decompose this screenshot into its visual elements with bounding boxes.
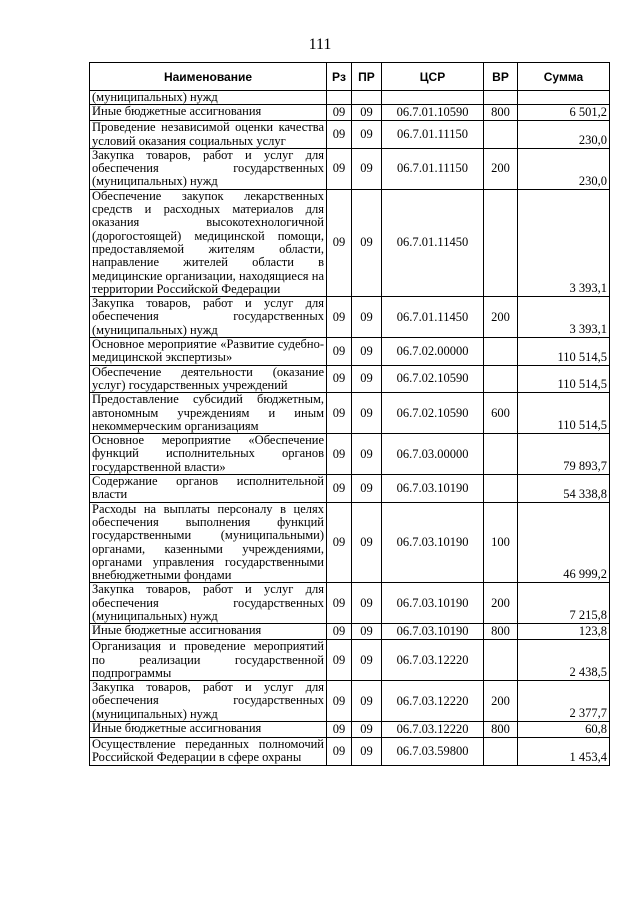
- cell-csr: [382, 91, 484, 105]
- budget-table: [89, 62, 610, 766]
- cell-vr: 800: [484, 722, 518, 738]
- cell-rz: 09: [327, 297, 352, 338]
- cell-pr: 09: [352, 738, 382, 766]
- cell-vr: [484, 189, 518, 296]
- table-row: [90, 91, 610, 105]
- cell-rz: 09: [327, 475, 352, 503]
- cell-name: Закупка товаров, работ и услуг для обеспечения государственных (муниципальных) нужд: [90, 681, 327, 722]
- cell-csr: 06.7.03.12220: [382, 640, 484, 681]
- cell-pr: 09: [352, 624, 382, 640]
- header-sum: Сумма: [518, 63, 610, 91]
- cell-pr: 09: [352, 365, 382, 393]
- cell-csr: 06.7.03.59800: [382, 738, 484, 766]
- table-row: [90, 105, 610, 121]
- table-row: [90, 583, 610, 624]
- cell-vr: 600: [484, 393, 518, 434]
- cell-name: Закупка товаров, работ и услуг для обеспечения государственных (муниципальных) нужд: [90, 583, 327, 624]
- cell-name: Осуществление переданных полномочий Российской Федерации в сфере охраны: [90, 738, 327, 766]
- cell-vr: 800: [484, 624, 518, 640]
- table-row: [90, 338, 610, 366]
- cell-rz: 09: [327, 738, 352, 766]
- cell-pr: [352, 91, 382, 105]
- table-row: [90, 189, 610, 296]
- cell-rz: 09: [327, 338, 352, 366]
- cell-pr: 09: [352, 722, 382, 738]
- cell-pr: 09: [352, 583, 382, 624]
- cell-pr: 09: [352, 475, 382, 503]
- cell-sum: 123,8: [518, 624, 610, 640]
- cell-rz: 09: [327, 365, 352, 393]
- cell-csr: 06.7.03.12220: [382, 681, 484, 722]
- cell-rz: 09: [327, 393, 352, 434]
- cell-pr: 09: [352, 297, 382, 338]
- table-row: [90, 681, 610, 722]
- cell-rz: 09: [327, 722, 352, 738]
- cell-name: Основное мероприятие «Обеспечение функций исполнительных органов государственной власти»: [90, 434, 327, 475]
- cell-sum: 1 453,4: [518, 738, 610, 766]
- cell-sum: 79 893,7: [518, 434, 610, 475]
- cell-name: Основное мероприятие «Развитие судебно-медицинской экспертизы»: [90, 338, 327, 366]
- cell-name: Закупка товаров, работ и услуг для обеспечения государственных (муниципальных) нужд: [90, 297, 327, 338]
- header-csr: ЦСР: [382, 63, 484, 91]
- cell-sum: 2 377,7: [518, 681, 610, 722]
- cell-vr: 200: [484, 297, 518, 338]
- cell-csr: 06.7.01.11150: [382, 121, 484, 149]
- cell-csr: 06.7.03.12220: [382, 722, 484, 738]
- cell-pr: 09: [352, 121, 382, 149]
- cell-pr: 09: [352, 189, 382, 296]
- header-pr: ПР: [352, 63, 382, 91]
- cell-rz: 09: [327, 681, 352, 722]
- cell-sum: 230,0: [518, 148, 610, 189]
- cell-sum: 110 514,5: [518, 338, 610, 366]
- cell-rz: 09: [327, 583, 352, 624]
- cell-csr: 06.7.02.00000: [382, 338, 484, 366]
- table-row: [90, 624, 610, 640]
- cell-vr: [484, 365, 518, 393]
- cell-vr: [484, 91, 518, 105]
- cell-csr: 06.7.01.11150: [382, 148, 484, 189]
- cell-sum: 46 999,2: [518, 502, 610, 583]
- cell-vr: [484, 121, 518, 149]
- cell-vr: 800: [484, 105, 518, 121]
- page-number: 111: [308, 36, 332, 53]
- cell-csr: 06.7.01.11450: [382, 297, 484, 338]
- cell-vr: 200: [484, 583, 518, 624]
- cell-vr: 200: [484, 148, 518, 189]
- cell-name: Иные бюджетные ассигнования: [90, 722, 327, 738]
- cell-sum: 7 215,8: [518, 583, 610, 624]
- table-row: [90, 738, 610, 766]
- cell-csr: 06.7.01.11450: [382, 189, 484, 296]
- cell-sum: 110 514,5: [518, 393, 610, 434]
- cell-csr: 06.7.03.10190: [382, 583, 484, 624]
- cell-name: Предоставление субсидий бюджетным, автономным учреждениям и иным некоммерческим организациям: [90, 393, 327, 434]
- cell-pr: 09: [352, 681, 382, 722]
- table-row: [90, 722, 610, 738]
- cell-csr: 06.7.03.10190: [382, 502, 484, 583]
- cell-pr: 09: [352, 148, 382, 189]
- cell-pr: 09: [352, 105, 382, 121]
- cell-name: Иные бюджетные ассигнования: [90, 105, 327, 121]
- table-row: [90, 502, 610, 583]
- cell-name: Обеспечение закупок лекарственных средств и расходных материалов для оказания высокотехнологичной (дорогостоящей) медицинской помощи, предоставляемой жителям области, направление жителей области в медицинские организации, находящиеся на территории Российской Федерации: [90, 189, 327, 296]
- cell-pr: 09: [352, 502, 382, 583]
- cell-vr: 100: [484, 502, 518, 583]
- cell-sum: 230,0: [518, 121, 610, 149]
- cell-name: Организация и проведение мероприятий по реализации государственной подпрограммы: [90, 640, 327, 681]
- cell-csr: 06.7.02.10590: [382, 365, 484, 393]
- cell-rz: 09: [327, 105, 352, 121]
- table-row: [90, 148, 610, 189]
- cell-pr: 09: [352, 393, 382, 434]
- cell-name: Содержание органов исполнительной власти: [90, 475, 327, 503]
- cell-sum: 54 338,8: [518, 475, 610, 503]
- cell-rz: 09: [327, 121, 352, 149]
- cell-sum: [518, 91, 610, 105]
- cell-sum: 2 438,5: [518, 640, 610, 681]
- header-name: Наименование: [90, 63, 327, 91]
- cell-rz: 09: [327, 640, 352, 681]
- table-row: [90, 475, 610, 503]
- table-header-row: [90, 63, 610, 91]
- cell-csr: 06.7.02.10590: [382, 393, 484, 434]
- cell-rz: [327, 91, 352, 105]
- cell-name: Иные бюджетные ассигнования: [90, 624, 327, 640]
- cell-name: (муниципальных) нужд: [90, 91, 327, 105]
- cell-name: Расходы на выплаты персоналу в целях обеспечения выполнения функций государственными (муниципальными) органами, казенными учреждениями, органами управления государственными внебюджетными фондами: [90, 502, 327, 583]
- table-row: [90, 640, 610, 681]
- cell-sum: 60,8: [518, 722, 610, 738]
- cell-pr: 09: [352, 640, 382, 681]
- cell-rz: 09: [327, 434, 352, 475]
- cell-vr: 200: [484, 681, 518, 722]
- cell-name: Обеспечение деятельности (оказание услуг) государственных учреждений: [90, 365, 327, 393]
- table-body: [90, 91, 610, 766]
- cell-sum: 6 501,2: [518, 105, 610, 121]
- cell-pr: 09: [352, 338, 382, 366]
- cell-sum: 110 514,5: [518, 365, 610, 393]
- header-rz: Рз: [327, 63, 352, 91]
- table-row: [90, 434, 610, 475]
- cell-vr: [484, 640, 518, 681]
- cell-vr: [484, 738, 518, 766]
- cell-csr: 06.7.03.10190: [382, 475, 484, 503]
- cell-csr: 06.7.01.10590: [382, 105, 484, 121]
- cell-sum: 3 393,1: [518, 297, 610, 338]
- table-row: [90, 297, 610, 338]
- cell-vr: [484, 338, 518, 366]
- cell-vr: [484, 434, 518, 475]
- cell-csr: 06.7.03.00000: [382, 434, 484, 475]
- cell-rz: 09: [327, 148, 352, 189]
- cell-name: Закупка товаров, работ и услуг для обеспечения государственных (муниципальных) нужд: [90, 148, 327, 189]
- cell-vr: [484, 475, 518, 503]
- cell-rz: 09: [327, 624, 352, 640]
- cell-rz: 09: [327, 189, 352, 296]
- header-vr: ВР: [484, 63, 518, 91]
- cell-pr: 09: [352, 434, 382, 475]
- cell-sum: 3 393,1: [518, 189, 610, 296]
- table-row: [90, 393, 610, 434]
- cell-name: Проведение независимой оценки качества условий оказания социальных услуг: [90, 121, 327, 149]
- table-row: [90, 365, 610, 393]
- table-row: [90, 121, 610, 149]
- cell-rz: 09: [327, 502, 352, 583]
- cell-csr: 06.7.03.10190: [382, 624, 484, 640]
